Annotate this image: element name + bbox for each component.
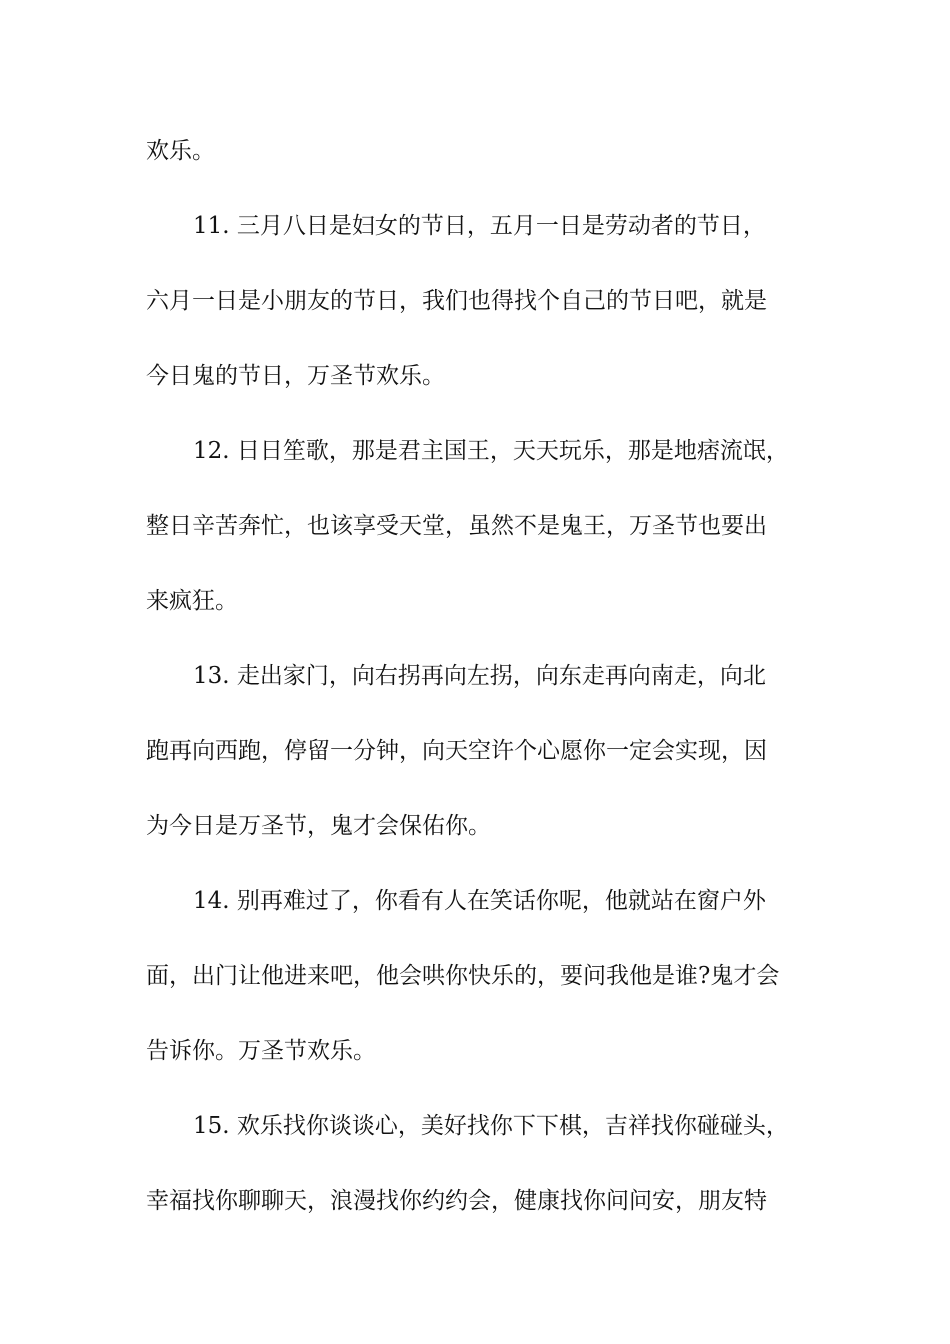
- paragraph-12-line-1: 12. 日日笙歌，那是君主国王，天天玩乐，那是地痞流氓，: [193, 438, 789, 464]
- paragraph-13-line-3: 为今日是万圣节，鬼才会保佑你。: [146, 813, 491, 839]
- paragraph-13-line-2: 跑再向西跑，停留一分钟，向天空许个心愿你一定会实现，因: [146, 738, 767, 764]
- paragraph-15-line-2: 幸福找你聊聊天，浪漫找你约约会，健康找你问问安，朋友特: [146, 1188, 767, 1214]
- text-line: 欢乐。: [146, 138, 215, 164]
- paragraph-12-line-3: 来疯狂。: [146, 588, 238, 614]
- paragraph-14-line-1: 14. 别再难过了，你看有人在笑话你呢，他就站在窗户外: [193, 888, 766, 914]
- paragraph-14-line-2: 面，出门让他进来吧，他会哄你快乐的，要问我他是谁?鬼才会: [146, 963, 780, 989]
- paragraph-13-line-1: 13. 走出家门，向右拐再向左拐，向东走再向南走，向北: [193, 663, 766, 689]
- paragraph-11-line-3: 今日鬼的节日，万圣节欢乐。: [146, 363, 445, 389]
- paragraph-11-line-2: 六月一日是小朋友的节日，我们也得找个自己的节日吧，就是: [146, 288, 767, 314]
- paragraph-14-line-3: 告诉你。万圣节欢乐。: [146, 1038, 376, 1064]
- paragraph-12-line-2: 整日辛苦奔忙，也该享受天堂，虽然不是鬼王，万圣节也要出: [146, 513, 767, 539]
- paragraph-11-line-1: 11. 三月八日是妇女的节日，五月一日是劳动者的节日，: [193, 213, 766, 239]
- paragraph-15-line-1: 15. 欢乐找你谈谈心，美好找你下下棋，吉祥找你碰碰头，: [193, 1113, 789, 1139]
